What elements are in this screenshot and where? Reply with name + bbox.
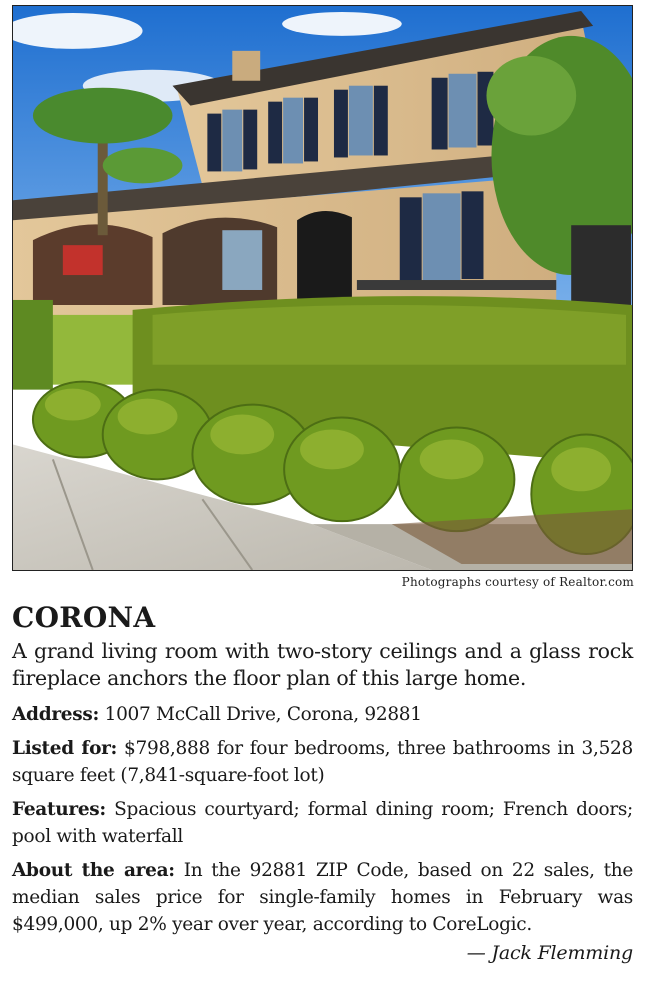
house-illustration	[13, 6, 632, 570]
area-value: In the 92881 ZIP Code, based on 22 sales, the median sales price for single-family homes in February was $499,000, up 2% year over year, according to CoreLogic.	[12, 860, 634, 935]
features-label: Features:	[12, 799, 106, 820]
listed-label: Listed for:	[12, 738, 118, 759]
article	[12, 600, 633, 965]
photo-credit: Photographs courtesy of Realtor.com	[401, 575, 634, 589]
address-paragraph	[12, 701, 633, 728]
house-photo	[12, 5, 633, 571]
address-value: 1007 McCall Drive, Corona, 92881	[99, 704, 422, 725]
lede-paragraph: A grand living room with two-story ceilings and a glass rock fireplace anchors the floor plan of this large home.	[12, 639, 633, 690]
listed-paragraph	[12, 735, 633, 789]
area-label: About the area:	[12, 860, 175, 881]
address-label: Address:	[12, 704, 100, 725]
area-paragraph	[12, 857, 633, 938]
features-value: Spacious courtyard; formal dining room; French doors; pool with waterfall	[12, 799, 633, 847]
listed-value: $798,888 for four bedrooms, three bathrooms in 3,528 square feet (7,841-square-foot lot)	[12, 738, 633, 786]
byline: — Jack Flemming	[466, 942, 633, 964]
features-paragraph	[12, 796, 633, 850]
headline: CORONA	[12, 601, 156, 634]
